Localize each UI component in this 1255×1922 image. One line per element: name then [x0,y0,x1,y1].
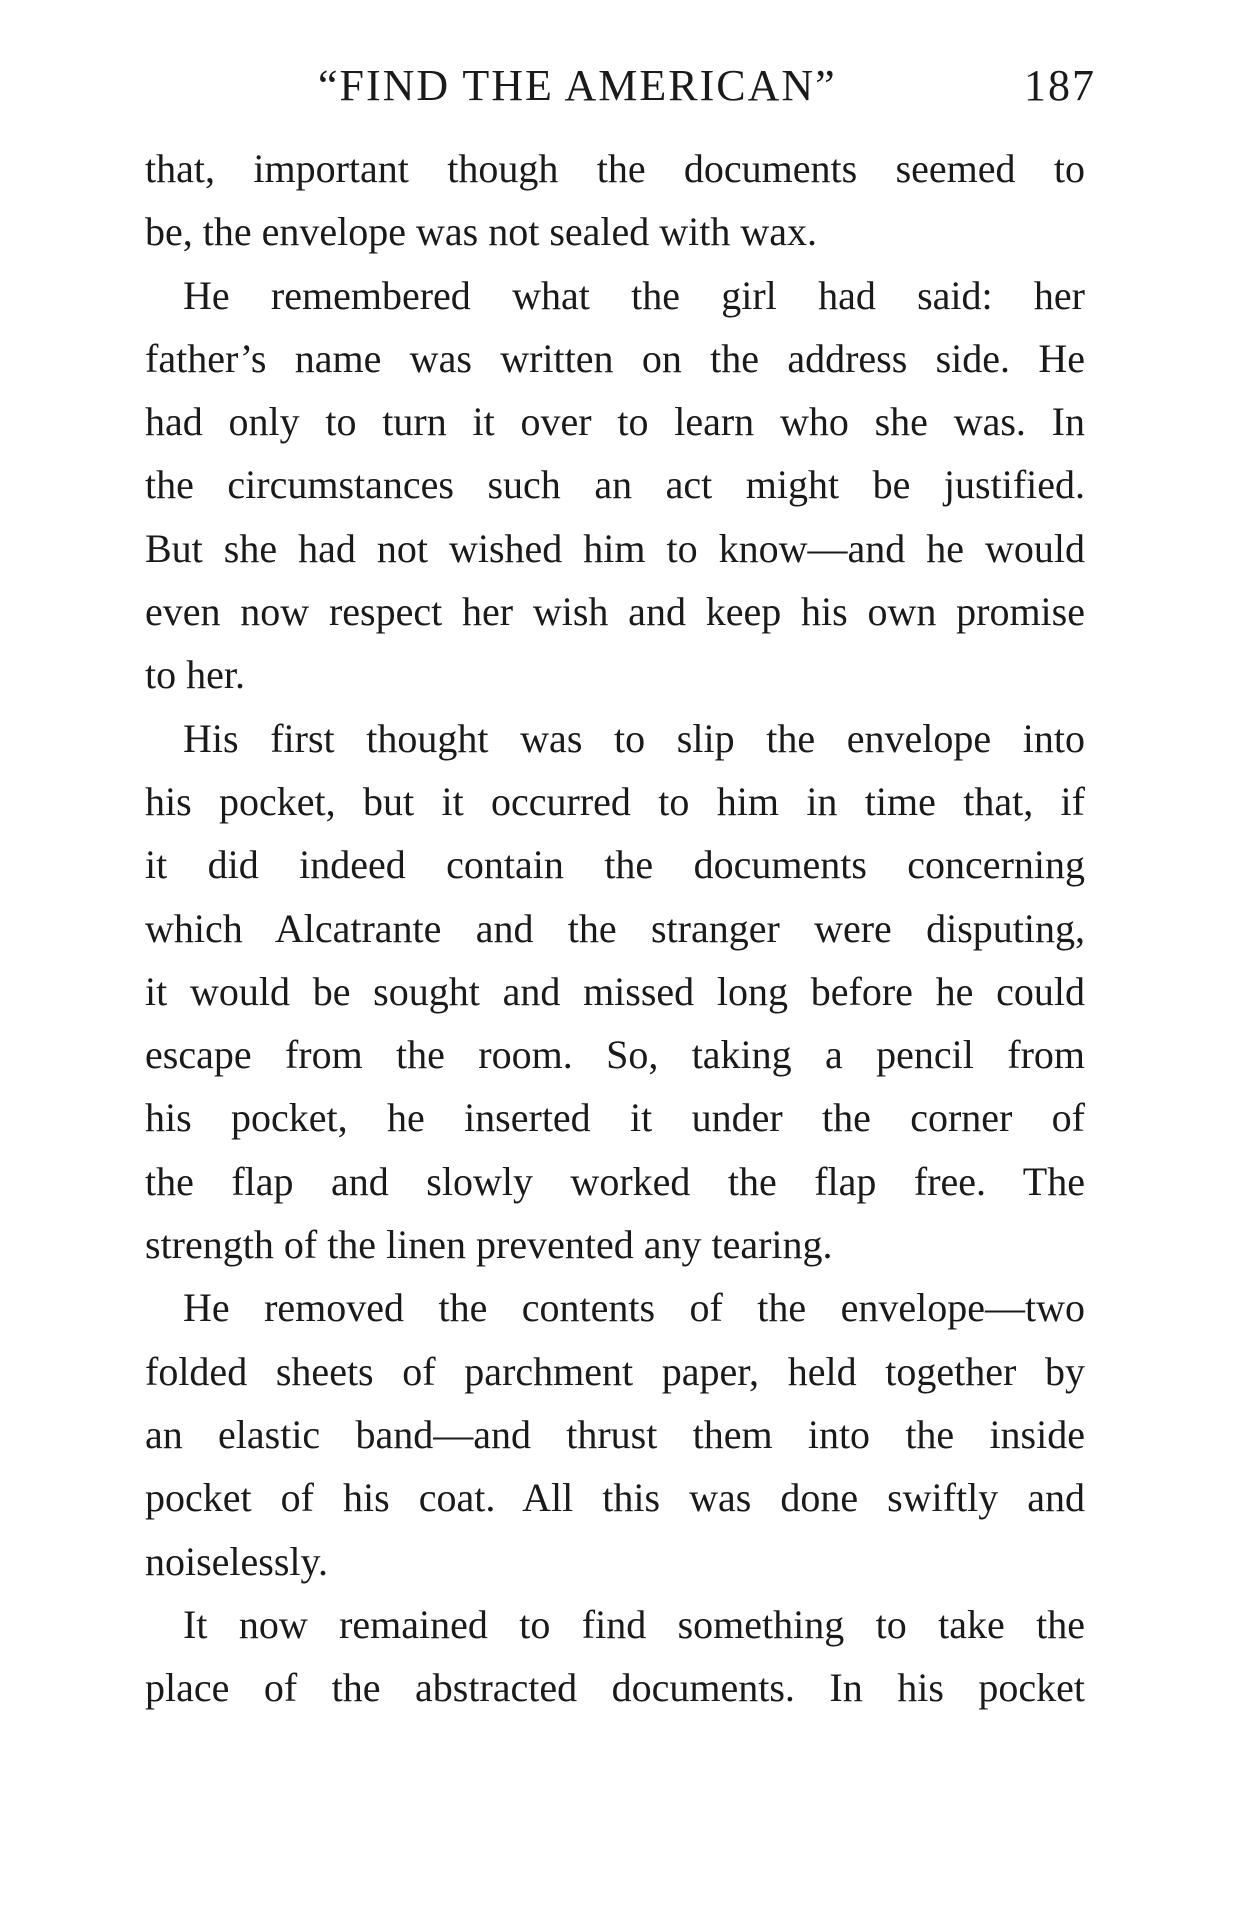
text-line: escape from the room. So, taking a pencil from [145,1032,1085,1078]
text-line: But she had not wished him to know—and he would [145,525,1085,571]
text-line: which Alcatrante and the stranger were disputing, [145,905,1085,951]
text-line: His first thought was to slip the envelope into [183,715,1085,761]
text-line: He remembered what the girl had said: her [183,272,1085,318]
text-line: father’s name was written on the address side. He [145,335,1085,381]
text-line: his pocket, he inserted it under the corner of [145,1095,1085,1141]
text-line: folded sheets of parchment paper, held together by [145,1348,1085,1394]
text-line: an elastic band—and thrust them into the inside [145,1411,1085,1457]
text-line: pocket of his coat. All this was done swiftly and [145,1475,1085,1521]
text-line: even now respect her wish and keep his own promise [145,589,1085,635]
text-line: He removed the contents of the envelope—two [183,1285,1085,1331]
text-line: the flap and slowly worked the flap free. The [145,1158,1085,1204]
text-line: that, important though the documents seemed to [145,146,1085,191]
text-line: It now remained to find something to take the [183,1601,1085,1647]
text-line: his pocket, but it occurred to him in time that, if [145,778,1085,824]
text-line: noiselessly. [145,1538,328,1584]
text-line: strength of the linen prevented any tearing. [145,1222,833,1268]
text-line: had only to turn it over to learn who she was. In [145,399,1085,445]
running-head [318,60,1096,120]
text-line: the circumstances such an act might be justified. [145,462,1085,508]
text-line: be, the envelope was not sealed with wax. [145,209,818,255]
running-title: “FIND THE AMERICAN” [318,61,837,110]
body-text [145,137,1085,1719]
text-line: it did indeed contain the documents concerning [145,842,1085,888]
text-line: place of the abstracted documents. In his pocket [145,1665,1085,1711]
text-line: it would be sought and missed long before he could [145,968,1085,1014]
page-number: 187 [1024,61,1096,110]
text-line: to her. [145,652,245,698]
